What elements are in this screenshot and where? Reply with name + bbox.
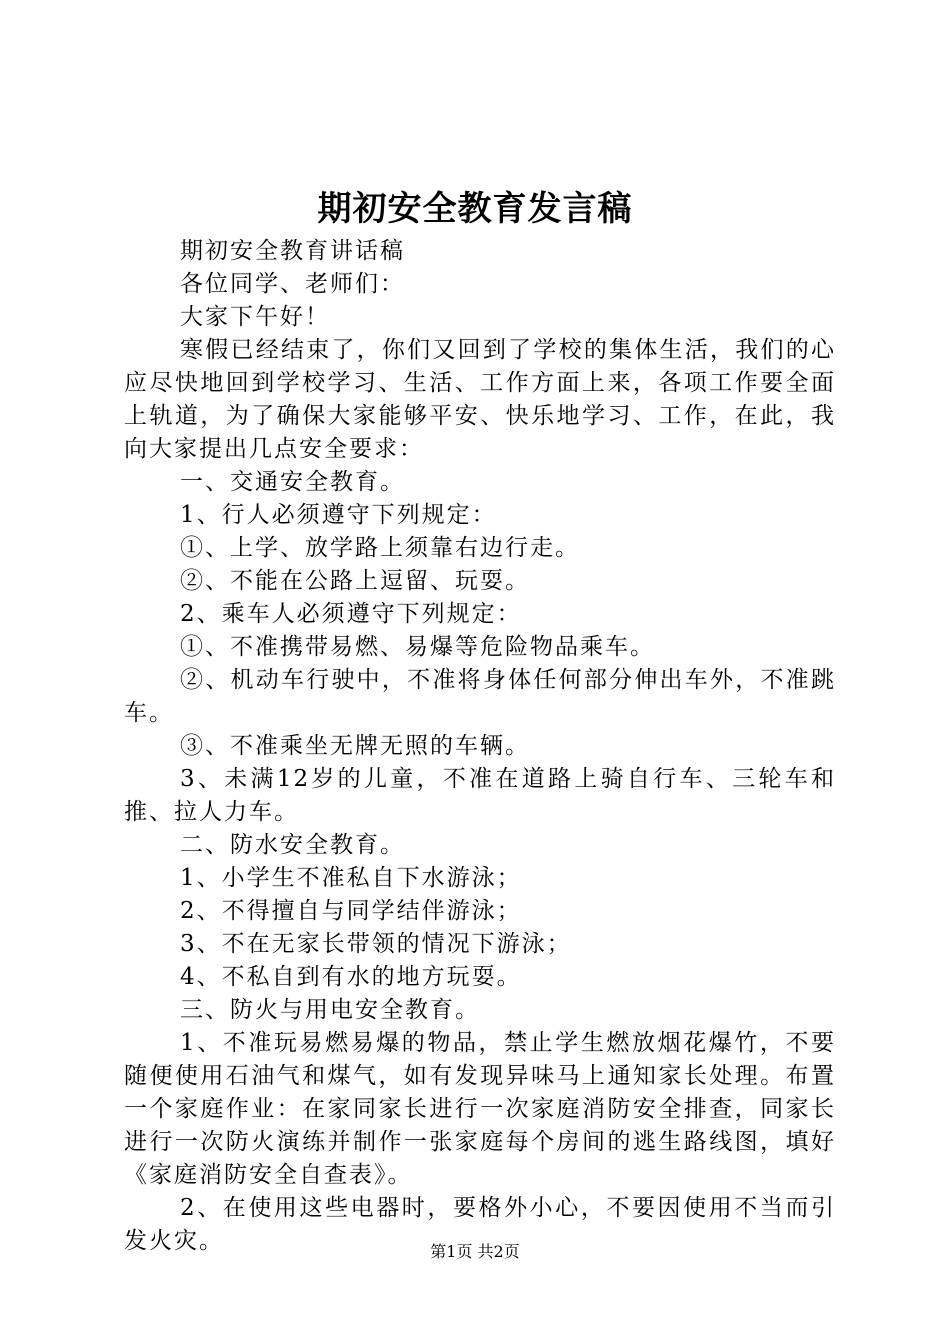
section-heading-water: 二、防水安全教育。 (180, 832, 405, 858)
paragraph-item: 1、行人必须遵守下列规定： (180, 502, 497, 528)
paragraph-item: 2、乘车人必须遵守下列规定： (180, 601, 522, 627)
paragraph-item: 1、不准玩易燃易爆的物品，禁止学生燃放烟花爆竹，不要随便使用石油气和煤气，如有发现异味马上通知家长处理。布置一个家庭作业：在家同家长进行一次家庭消防安全排查，同家长进行一次防火演练并制作一张家庭每个房间的逃生路线图，填好《家庭消防安全自查表》。 (124, 1030, 836, 1188)
paragraph-subtitle: 期初安全教育讲话稿 (180, 238, 405, 264)
paragraph-item: ②、不能在公路上逗留、玩耍。 (180, 568, 530, 594)
document-body (124, 235, 836, 1258)
paragraph-item: 1、小学生不准私自下水游泳； (180, 865, 522, 891)
paragraph-item: 3、未满12岁的儿童，不准在道路上骑自行车、三轮车和推、拉人力车。 (124, 766, 836, 825)
page-number-footer: 第1页 共2页 (430, 1242, 520, 1261)
paragraph-item: 2、在使用这些电器时，要格外小心，不要因使用不当而引发火灾。 (124, 1195, 836, 1254)
paragraph-item: 3、不在无家长带领的情况下游泳； (180, 931, 572, 957)
paragraph-intro: 寒假已经结束了，你们又回到了学校的集体生活，我们的心应尽快地回到学校学习、生活、工作方面上来，各项工作要全面上轨道，为了确保大家能够平安、快乐地学习、工作，在此，我向大家提出几点安全要求： (124, 337, 836, 462)
section-heading-traffic: 一、交通安全教育。 (180, 469, 405, 495)
paragraph-salutation: 各位同学、老师们： (180, 271, 405, 297)
paragraph-item: 2、不得擅自与同学结伴游泳； (180, 898, 522, 924)
paragraph-item: ①、上学、放学路上须靠右边行走。 (180, 535, 580, 561)
paragraph-item: 4、不私自到有水的地方玩耍。 (180, 964, 522, 990)
document-title: 期初安全教育发言稿 (317, 189, 633, 229)
paragraph-item: ①、不准携带易燃、易爆等危险物品乘车。 (180, 634, 655, 660)
paragraph-item: ③、不准乘坐无牌无照的车辆。 (180, 733, 530, 759)
section-heading-fire: 三、防火与用电安全教育。 (180, 997, 480, 1023)
paragraph-greeting: 大家下午好！ (180, 304, 330, 330)
paragraph-item: ②、机动车行驶中，不准将身体任何部分伸出车外，不准跳车。 (124, 667, 836, 726)
